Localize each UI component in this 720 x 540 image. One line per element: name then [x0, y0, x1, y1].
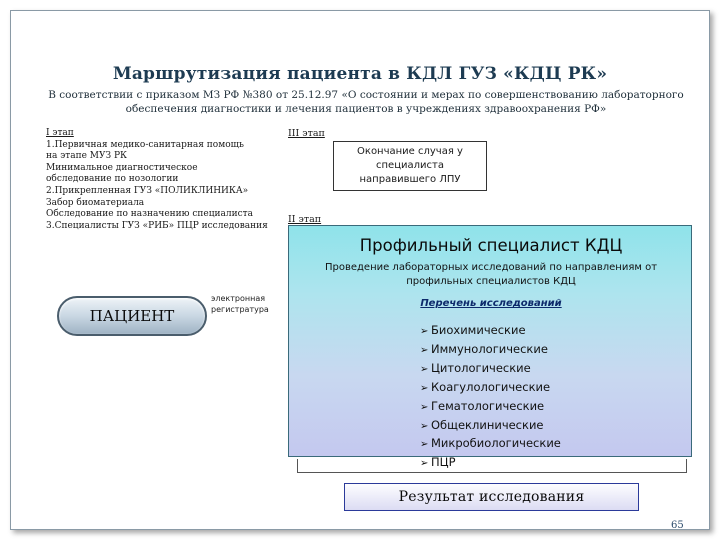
- case-end-box: [333, 141, 487, 191]
- result-bracket: [297, 459, 687, 473]
- list-item: [420, 379, 561, 398]
- stage-1-line: Минимальное диагностическое: [46, 162, 198, 173]
- stage-1-line: Обследование по назначению специалиста: [46, 209, 253, 220]
- arrow-bullet-icon: ➢: [420, 458, 429, 470]
- list-item: [420, 360, 561, 379]
- arrow-bullet-icon: ➢: [420, 344, 429, 356]
- list-item-label: Общеклинические: [431, 417, 544, 432]
- stage-1-line: 2.Прикрепленная ГУЗ «ПОЛИКЛИНИКА»: [46, 185, 249, 196]
- stage-2-heading: II этап: [288, 214, 322, 225]
- list-item: [420, 398, 561, 417]
- list-item: [420, 322, 561, 341]
- specialist-title: Профильный специалист КДЦ: [359, 236, 623, 255]
- arrow-bullet-icon: ➢: [420, 401, 429, 413]
- case-end-line: направившего ЛПУ: [359, 174, 461, 185]
- stage-1-block: [46, 128, 286, 232]
- page-number: 65: [671, 520, 684, 531]
- registry-line: регистратура: [211, 305, 269, 314]
- list-item: [420, 435, 561, 454]
- slide-title: Маршрутизация пациента в КДЛ ГУЗ «КДЦ РК»: [112, 64, 608, 84]
- list-item-label: Биохимические: [431, 323, 526, 337]
- stage-1-line: Забор биоматериала: [46, 197, 145, 208]
- list-item-label: Гематологические: [431, 398, 545, 413]
- stage-3-heading: III этап: [288, 128, 325, 139]
- research-list: [420, 322, 561, 473]
- arrow-bullet-icon: ➢: [420, 326, 429, 337]
- research-list-heading: Перечень исследований: [420, 298, 562, 309]
- case-end-line: Окончание случая у: [357, 146, 463, 157]
- case-end-line: специалиста: [376, 160, 444, 171]
- list-item-label: Коагулологические: [431, 379, 551, 394]
- slide-subtitle: В соответствии с приказом МЗ РФ №380 от 25.12.97 «О состоянии и мерах по совершенствованию лабораторного обеспечения диагностики и лечения пациентов в учреждениях здравоохранения РФ»: [48, 89, 684, 115]
- arrow-bullet-icon: ➢: [420, 420, 429, 432]
- stage-1-line: на этапе МУЗ РК: [46, 151, 128, 162]
- arrow-bullet-icon: ➢: [420, 363, 429, 375]
- list-item-label: ПЦР: [431, 455, 456, 470]
- arrow-bullet-icon: ➢: [420, 439, 429, 451]
- arrow-bullet-icon: ➢: [420, 382, 429, 394]
- result-box: Результат исследования: [344, 483, 639, 511]
- list-item: [420, 341, 561, 360]
- registry-line: электронная: [211, 294, 266, 303]
- list-item-label: Микробиологические: [431, 436, 561, 451]
- stage-1-line: 1.Первичная медико-санитарная помощь: [46, 139, 244, 150]
- list-item: [420, 417, 561, 436]
- electronic-registry-label: [211, 293, 291, 315]
- patient-node: ПАЦИЕНТ: [57, 296, 207, 336]
- list-item-label: Цитологические: [431, 360, 531, 375]
- stage-1-line: 3.Специалисты ГУЗ «РИБ» ПЦР исследования: [46, 220, 268, 231]
- specialist-subtitle: Проведение лабораторных исследований по направлениям от профильных специалистов КДЦ: [324, 262, 658, 287]
- list-item-label: Иммунологические: [431, 341, 548, 356]
- stage-1-heading: I этап: [46, 128, 74, 138]
- specialist-box: [288, 225, 692, 470]
- stage-1-line: обследование по нозологии: [46, 174, 179, 185]
